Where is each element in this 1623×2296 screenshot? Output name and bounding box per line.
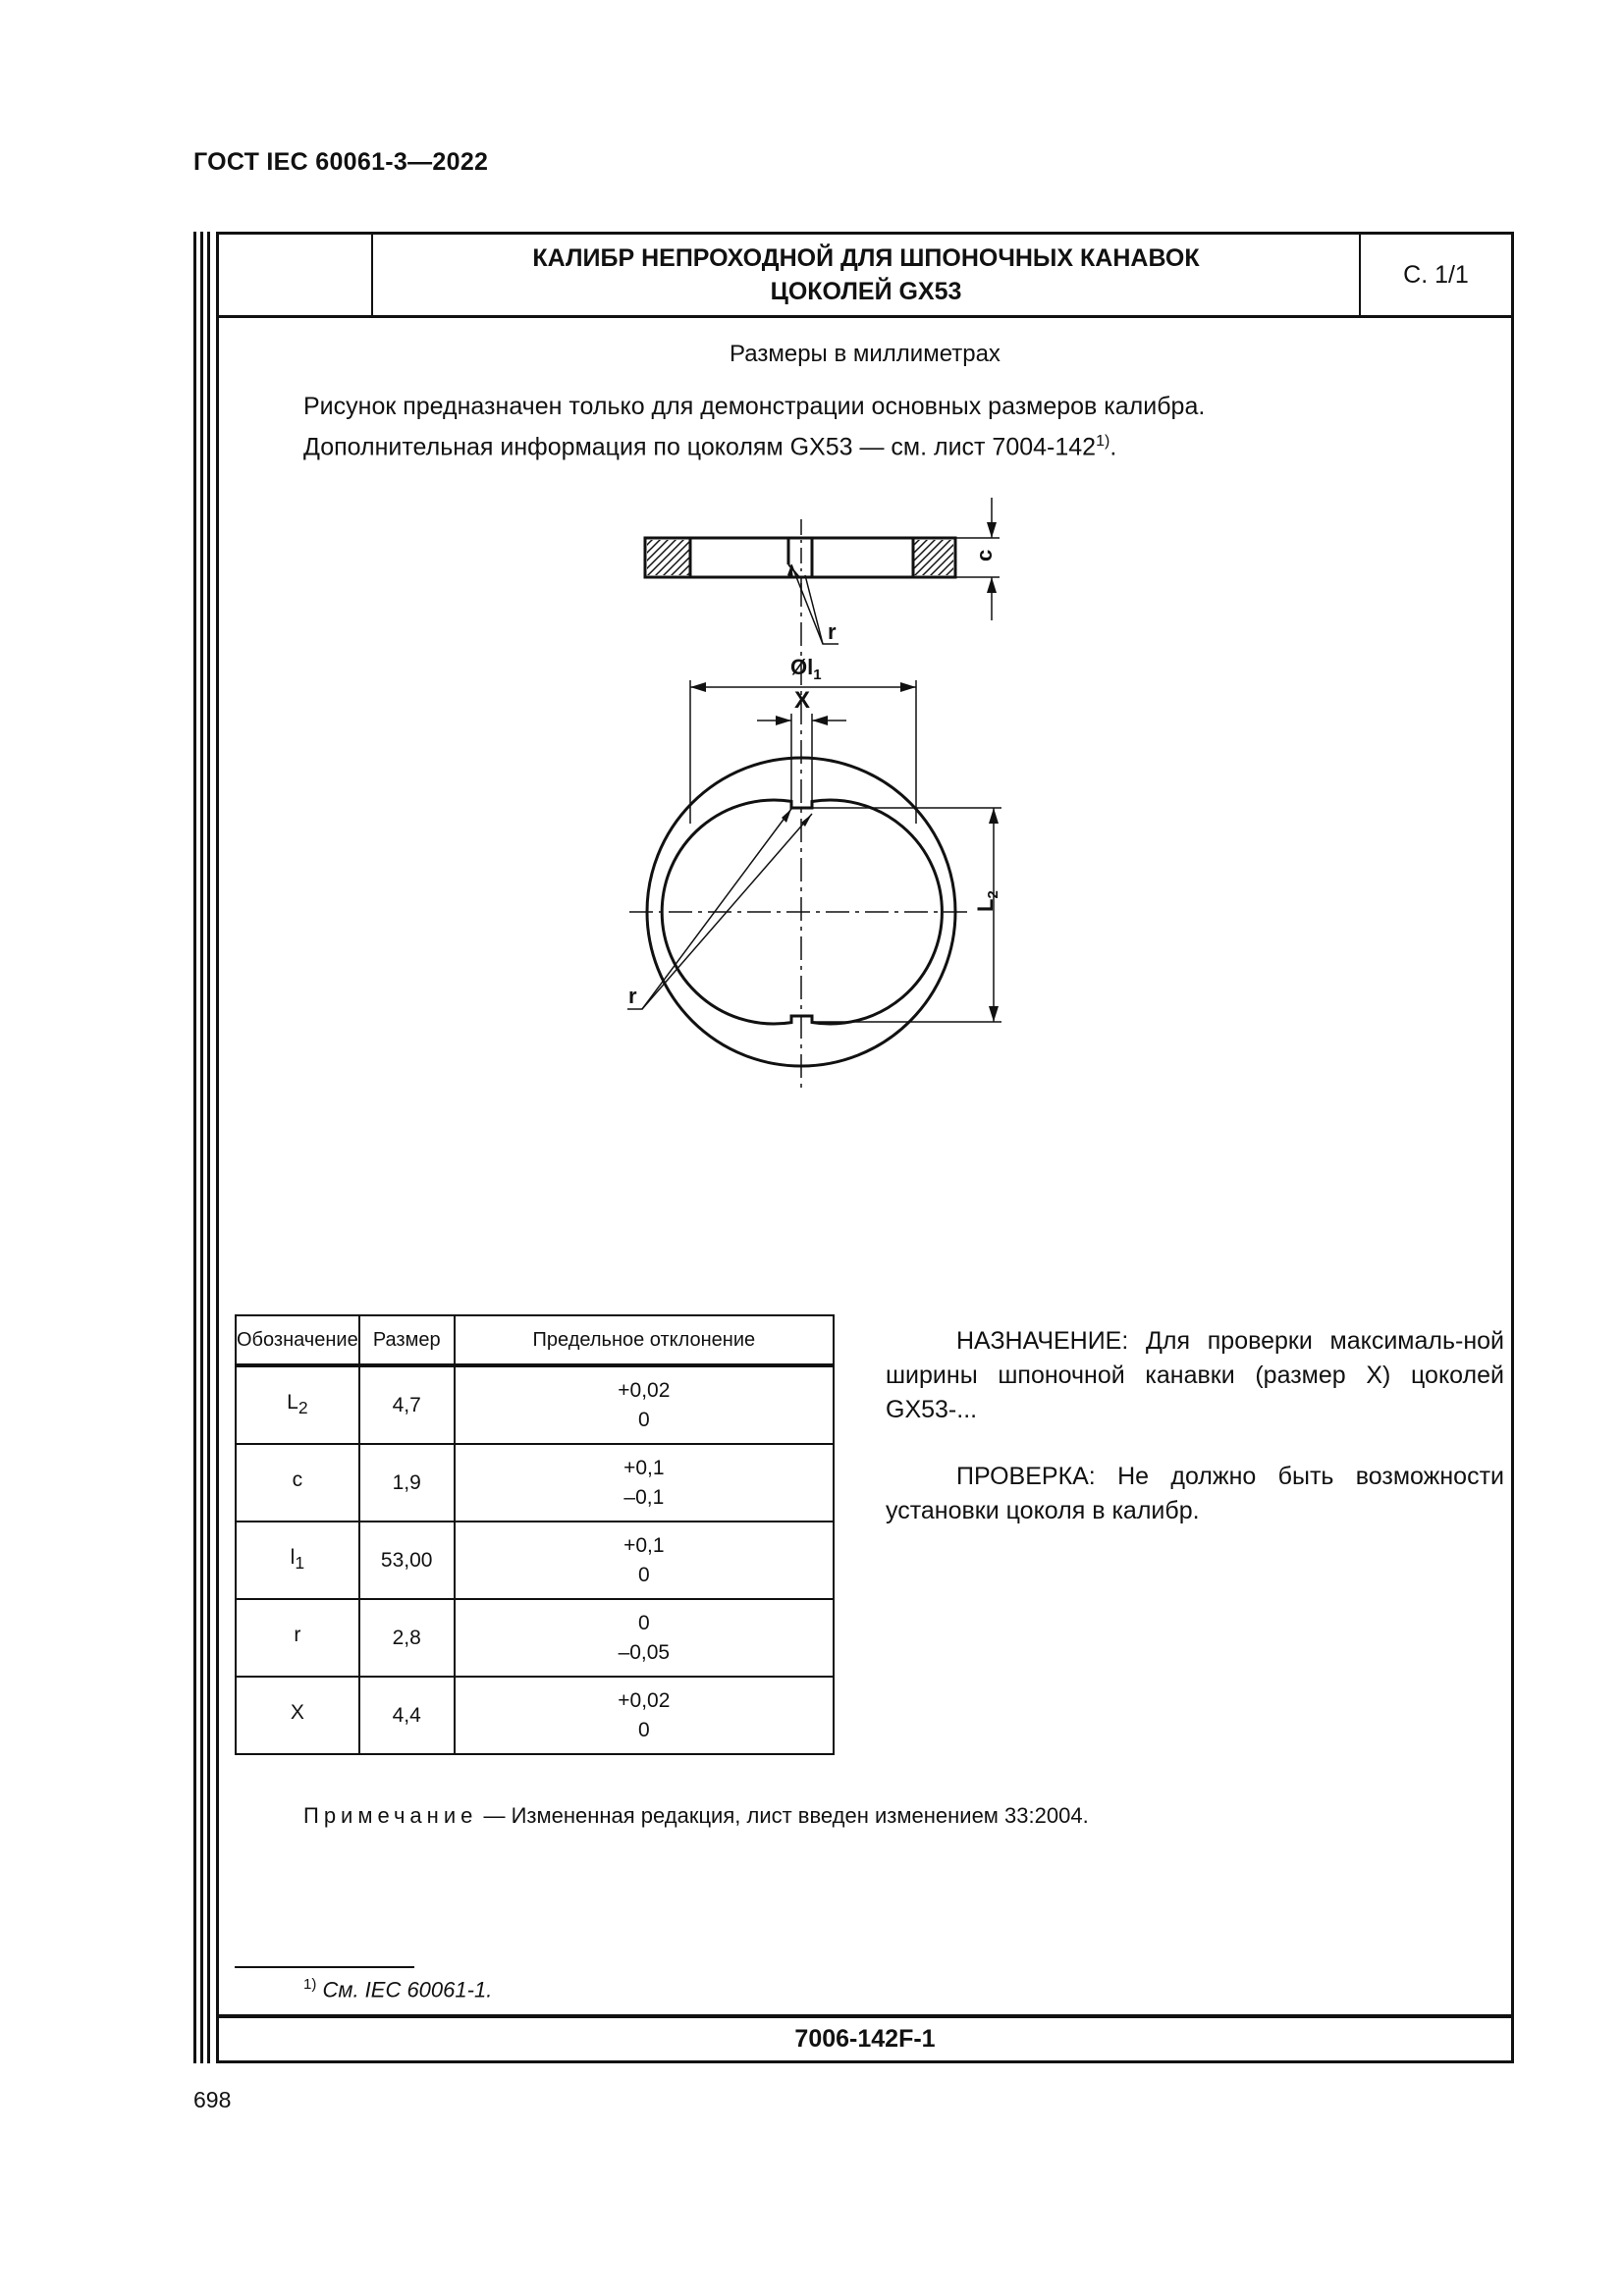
purpose-block xyxy=(886,1324,1504,1528)
label-x: X xyxy=(794,687,811,714)
binding-rail xyxy=(207,232,210,2063)
note-label: Примечание xyxy=(303,1803,478,1828)
tolerance-cell: 0 –0,05 xyxy=(455,1599,834,1677)
sheet-page-label: С. 1/1 xyxy=(1361,235,1511,318)
intro-line2: Дополнительная информация по цоколям GX53 — см. лист 7004-142$^{1)}$. xyxy=(303,433,1117,461)
page-number: 698 xyxy=(193,2087,232,2112)
check-text: ПРОВЕРКА: Не должно быть возможности установки цоколя в калибр. xyxy=(886,1463,1504,1524)
table-header-row xyxy=(236,1315,834,1365)
note xyxy=(303,1803,1089,1829)
symbol-cell: X xyxy=(236,1677,359,1754)
size-cell: 1,9 xyxy=(359,1444,455,1522)
intro-footnote-ref: 1) xyxy=(1096,433,1110,450)
label-r-bottom: r xyxy=(628,984,637,1008)
intro-line1: Рисунок предназначен только для демонстрации основных размеров калибра. xyxy=(303,393,1206,420)
note-text: — Измененная редакция, лист введен изменением 33:2004. xyxy=(477,1803,1089,1828)
standard-designation: ГОСТ IEC 60061-3—2022 xyxy=(193,148,489,176)
gauge-side-view xyxy=(645,538,955,577)
binding-rail xyxy=(193,232,196,2063)
footnote-separator xyxy=(235,1966,414,1968)
symbol-cell: r xyxy=(236,1599,359,1677)
tolerance-cell: +0,02 0 xyxy=(455,1365,834,1444)
table-row xyxy=(236,1677,834,1754)
label-r-top: r xyxy=(828,619,837,644)
binding-rail xyxy=(200,232,203,2063)
table-row xyxy=(236,1522,834,1599)
tolerance-cell: +0,02 0 xyxy=(455,1677,834,1754)
tolerance-cell: +0,1 0 xyxy=(455,1522,834,1599)
symbol-cell: $L_2$ xyxy=(236,1365,359,1444)
table-row xyxy=(236,1365,834,1444)
label-c: c xyxy=(972,549,997,561)
footnote xyxy=(303,1976,492,2002)
label-l1: $Øl_1$ xyxy=(790,655,822,683)
dimensions-table xyxy=(235,1314,835,1755)
col-header-size: Размер xyxy=(359,1315,455,1365)
dimensions-note: Размеры в миллиметрах xyxy=(730,341,1001,367)
purpose-text: НАЗНАЧЕНИЕ: Для проверки максималь-ной ширины шпоночной канавки (размер X) цоколей GX53-... xyxy=(886,1327,1504,1423)
table-row xyxy=(236,1599,834,1677)
tolerance-cell: +0,1 –0,1 xyxy=(455,1444,834,1522)
size-cell: 2,8 xyxy=(359,1599,455,1677)
symbol-cell: $l_1$ xyxy=(236,1522,359,1599)
sheet-title-line1: КАЛИБР НЕПРОХОДНОЙ ДЛЯ ШПОНОЧНЫХ КАНАВОК xyxy=(532,244,1200,272)
col-header-tolerance: Предельное отклонение xyxy=(455,1315,834,1365)
symbol-cell: c xyxy=(236,1444,359,1522)
col-header-symbol: Обозначение xyxy=(236,1315,359,1365)
footnote-text: См. IEC 60061-1. xyxy=(322,1977,493,2002)
table-row xyxy=(236,1444,834,1522)
footnote-mark: 1) xyxy=(303,1976,317,1993)
size-cell: 4,4 xyxy=(359,1677,455,1754)
label-l2: $L_2$ xyxy=(973,890,1001,912)
sheet-title-line2: ЦОКОЛЕЙ GX53 xyxy=(770,278,962,305)
gauge-drawing xyxy=(219,235,1511,1314)
sheet-code: 7006-142F-1 xyxy=(219,2014,1511,2060)
size-cell: 53,00 xyxy=(359,1522,455,1599)
sheet-frame xyxy=(216,232,1514,2063)
size-cell: 4,7 xyxy=(359,1365,455,1444)
